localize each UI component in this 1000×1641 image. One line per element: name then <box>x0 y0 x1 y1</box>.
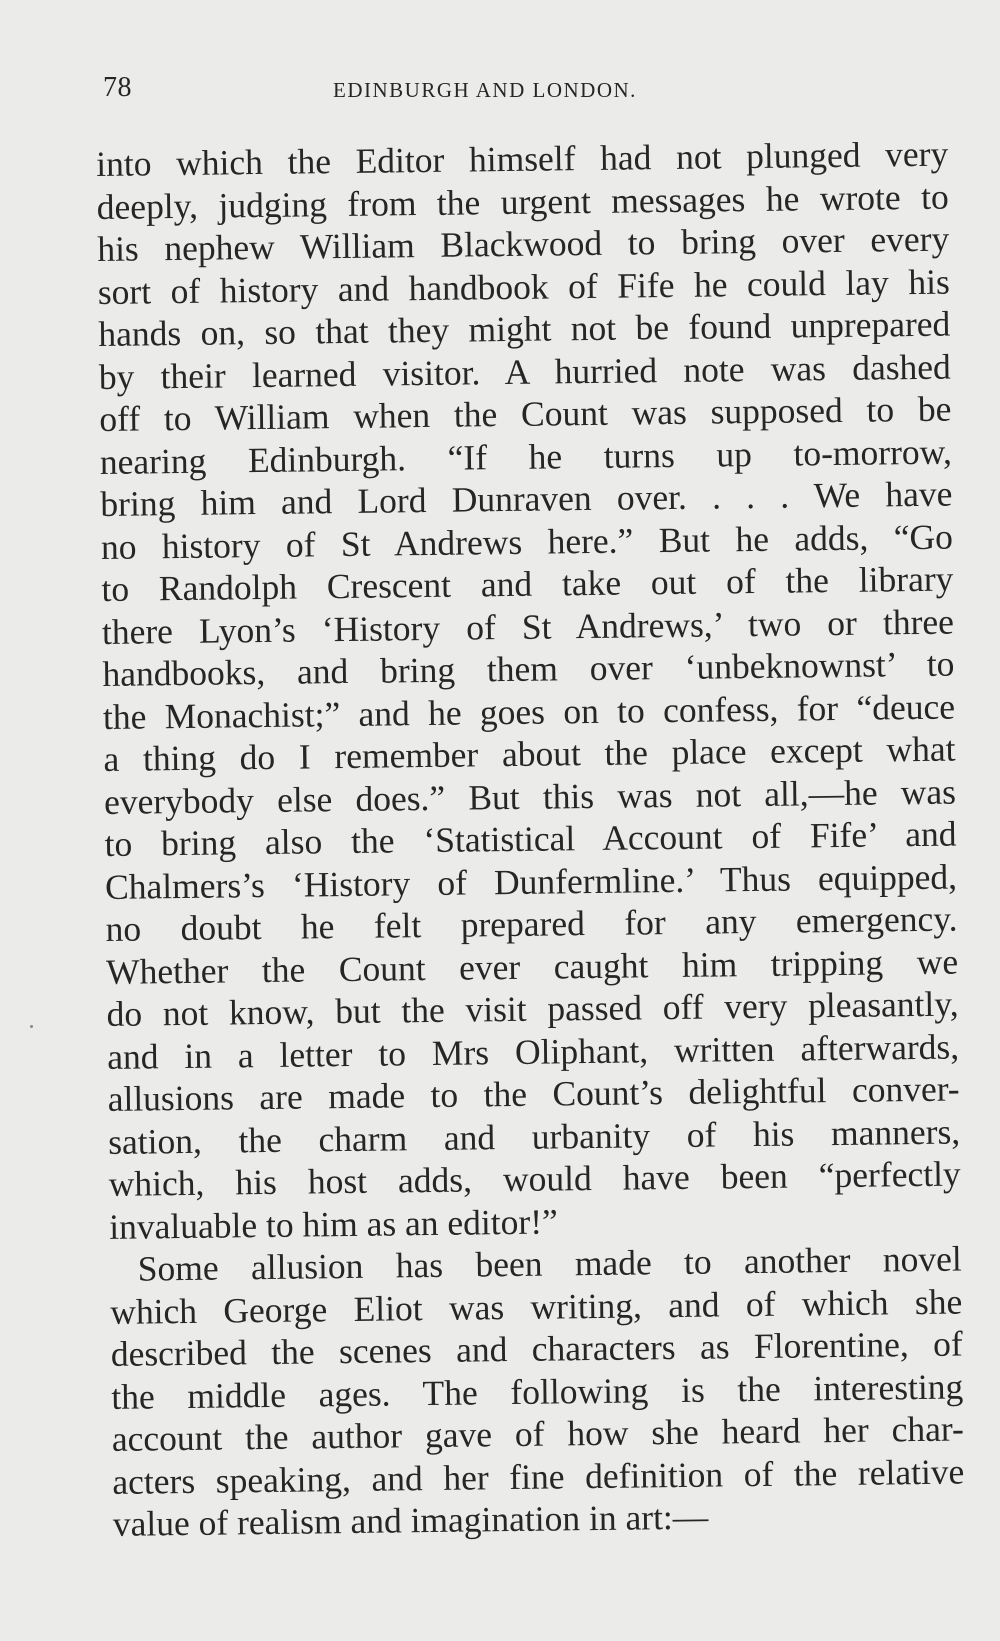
text-line: his nephew William Blackwood to bring over every <box>97 218 950 269</box>
text-line: handbooks, and bring them over ‘unbeknownst’ to <box>102 643 955 694</box>
text-line: the middle ages. The following is the interesting <box>111 1365 964 1417</box>
text-line: account the author gave of how she heard her char- <box>111 1408 965 1459</box>
paragraph <box>109 1238 965 1546</box>
text-line: Whether the Count ever caught him tripping we <box>105 941 959 992</box>
text-line: bring him and Lord Dunraven over. . . . We have <box>100 473 953 524</box>
text-line: nearing Edinburgh. “If he turns up to-morrow, <box>99 431 953 482</box>
text-line: and in a letter to Mrs Oliphant, written afterwards, <box>106 1026 960 1077</box>
text-line: which, his host adds, would have been “perfectly <box>108 1153 961 1204</box>
text-line: hands on, so that they might not be found unprepared <box>98 303 951 354</box>
text-line: to bring also the ‘Statistical Account of Fife’ and <box>104 813 957 864</box>
text-line: deeply, judging from the urgent messages he wrote to <box>96 176 949 227</box>
text-line: do not know, but the visit passed off very pleasantly, <box>106 983 959 1034</box>
text-line: everybody else does.” But this was not all,—he was <box>103 771 957 822</box>
text-line: the Monachist;” and he goes on to confess, for “deuce <box>102 686 956 737</box>
text-line: sort of history and handbook of Fife he could lay his <box>97 261 950 312</box>
body-text <box>96 133 965 1546</box>
text-line: Chalmers’s ‘History of Dunfermline.’ Thus equipped, <box>104 856 958 907</box>
text-line: no doubt he felt prepared for any emergency. <box>105 898 958 949</box>
text-line: sation, the charm and urbanity of his manners, <box>107 1111 961 1162</box>
paper-speck <box>30 1025 33 1028</box>
text-line: allusions are made to the Count’s delightful conver- <box>107 1068 960 1119</box>
page-number: 78 <box>103 72 132 103</box>
text-line: Some allusion has been made to another novel <box>137 1238 962 1289</box>
running-head <box>103 72 933 112</box>
text-line: there Lyon’s ‘History of St Andrews,’ two or three <box>101 601 955 652</box>
running-title: EDINBURGH AND LONDON. <box>333 78 637 102</box>
text-line: described the scenes and characters as Florentine, of <box>110 1323 963 1374</box>
paragraph <box>96 133 961 1248</box>
text-line: into which the Editor himself had not plunged very <box>96 133 949 184</box>
text-line: a thing do I remember about the place except what <box>103 728 956 779</box>
text-line: which George Eliot was writing, and of which she <box>110 1281 963 1332</box>
text-line: invaluable to him as an editor!” <box>108 1200 558 1247</box>
text-line: to Randolph Crescent and take out of the library <box>101 558 954 609</box>
text-line: off to William when the Count was supposed to be <box>99 388 952 439</box>
text-line: acters speaking, and her fine definition of the relative <box>112 1450 965 1502</box>
text-line: no history of St Andrews here.” But he adds, “Go <box>100 516 954 567</box>
text-line: by their learned visitor. A hurried note was dashed <box>98 346 952 397</box>
text-line: value of realism and imagination in art:— <box>112 1496 709 1544</box>
